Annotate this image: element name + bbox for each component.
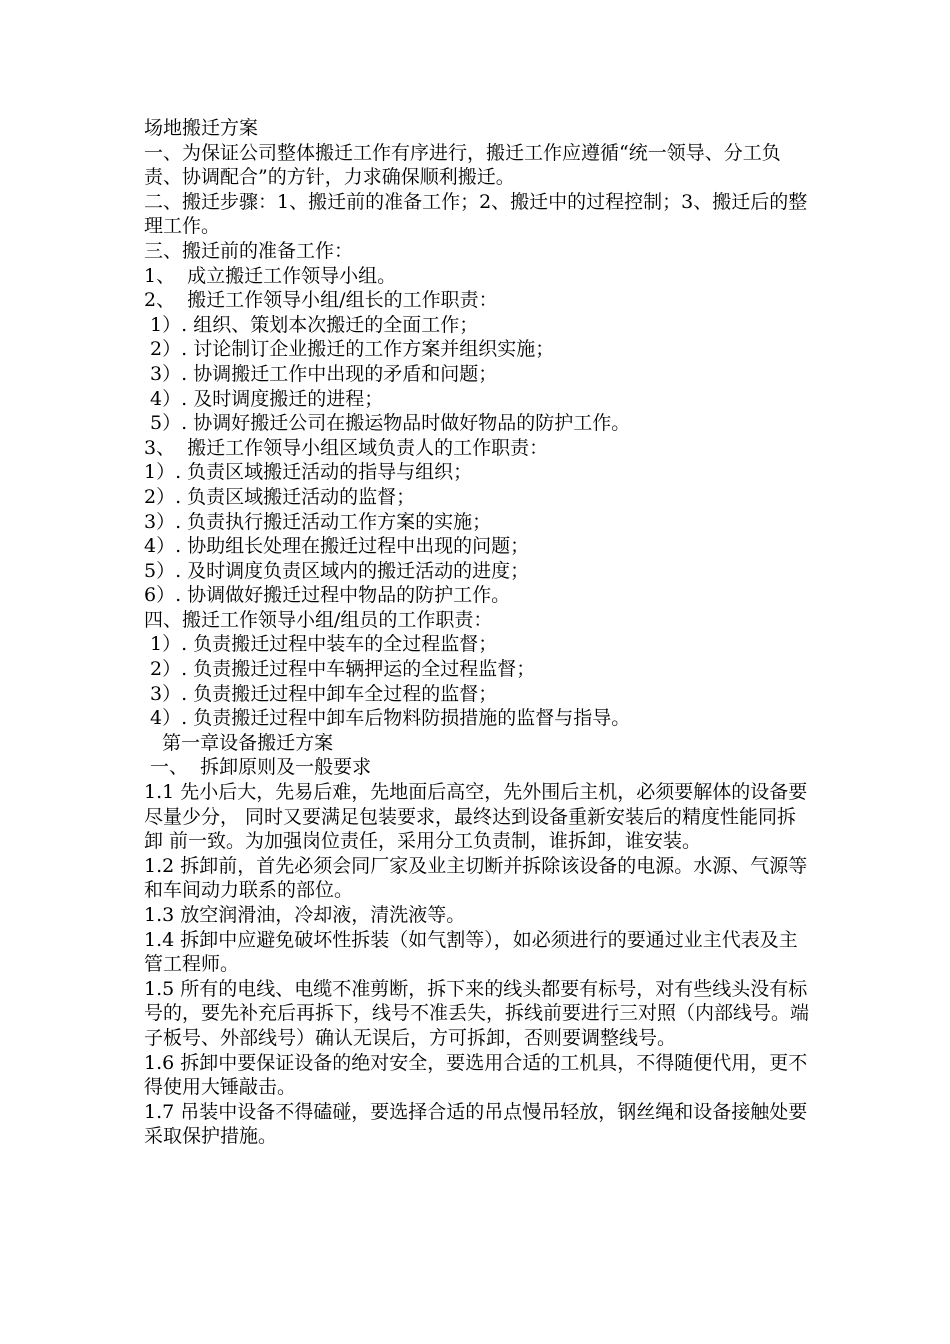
document-title: 场地搬迁方案 [144, 117, 259, 139]
list-item: 1）. 负责区域搬迁活动的指导与组织； [144, 461, 473, 484]
section-heading: 四、搬迁工作领导小组/组员的工作职责： [144, 608, 493, 631]
list-item: 2）. 负责搬迁过程中车辆押运的全过程监督； [144, 658, 536, 681]
paragraph: 1.4 拆卸中应避免破坏性拆装（如气割等），如必须进行的要通过业主代表及主 管工程师。 [144, 928, 804, 976]
paragraph: 1.6 拆卸中要保证设备的绝对安全，要选用合适的工机具，不得随便代用，更不 得使用大锤敲击。 [144, 1051, 814, 1099]
paragraph: 1.3 放空润滑油，冷却液，清洗液等。 [144, 904, 466, 926]
document-page [144, 116, 814, 1149]
list-item: 1）. 负责搬迁过程中装车的全过程监督； [144, 633, 498, 656]
list-item: 2、 搬迁工作领导小组/组长的工作职责： [144, 289, 498, 312]
paragraph: 1.2 拆卸前，首先必须会同厂家及业主切断并拆除该设备的电源。水源、气源等 和车间动力联系的部位。 [144, 854, 814, 902]
paragraph: 一、为保证公司整体搬迁工作有序进行，搬迁工作应遵循“统一领导、分工负 责、协调配合”的方针，力求确保顺利搬迁。 [144, 141, 787, 189]
section-heading: 一、 拆卸原则及一般要求 [144, 756, 372, 779]
paragraph: 1.1 先小后大，先易后难，先地面后高空，先外围后主机，必须要解体的设备要 尽量少分， 同时又要满足包装要求，最终达到设备重新安装后的精度性能同拆卸 前一致。为加强岗位责任，采用分工负责制，谁拆卸，谁安装。 [144, 781, 814, 853]
list-item: 6）. 协调做好搬迁过程中物品的防护工作。 [144, 584, 511, 607]
list-item: 1）. 组织、策划本次搬迁的全面工作； [144, 313, 479, 336]
list-item: 4）. 及时调度搬迁的进程； [144, 387, 384, 410]
list-item: 2）. 负责区域搬迁活动的监督； [144, 485, 416, 508]
section-heading: 三、搬迁前的准备工作： [144, 239, 354, 262]
list-item: 2）. 讨论制订企业搬迁的工作方案并组织实施； [144, 338, 555, 361]
list-item: 3）. 协调搬迁工作中出现的矛盾和问题； [144, 362, 498, 385]
list-item: 4）. 负责搬迁过程中卸车后物料防损措施的监督与指导。 [144, 707, 631, 730]
paragraph: 二、搬迁步骤：1、搬迁前的准备工作；2、搬迁中的过程控制；3、搬迁后的整理工作。 [144, 190, 808, 238]
paragraph: 1.7 吊装中设备不得磕碰，要选择合适的吊点慢吊轻放，钢丝绳和设备接触处要 采取保护措施。 [144, 1100, 814, 1148]
list-item: 1、 成立搬迁工作领导小组。 [144, 264, 397, 287]
list-item: 5）. 协调好搬迁公司在搬运物品时做好物品的防护工作。 [144, 412, 631, 435]
list-item: 5）. 及时调度负责区域内的搬迁活动的进度； [144, 559, 530, 582]
list-item: 3）. 负责执行搬迁活动工作方案的实施； [144, 510, 492, 533]
chapter-heading: 第一章设备搬迁方案 [144, 731, 334, 754]
list-item: 3）. 负责搬迁过程中卸车全过程的监督； [144, 682, 498, 705]
list-item: 3、 搬迁工作领导小组区域负责人的工作职责： [144, 436, 549, 459]
list-item: 4）. 协助组长处理在搬迁过程中出现的问题； [144, 535, 530, 558]
paragraph: 1.5 所有的电线、电缆不准剪断，拆下来的线头都要有标号，对有些线头没有标 号的，要先补充后再拆下，线号不准丢失，拆线前要进行三对照（内部线号。端 子板号、外部线号）确认无误后，方可拆卸，否则要调整线号。 [144, 977, 816, 1049]
